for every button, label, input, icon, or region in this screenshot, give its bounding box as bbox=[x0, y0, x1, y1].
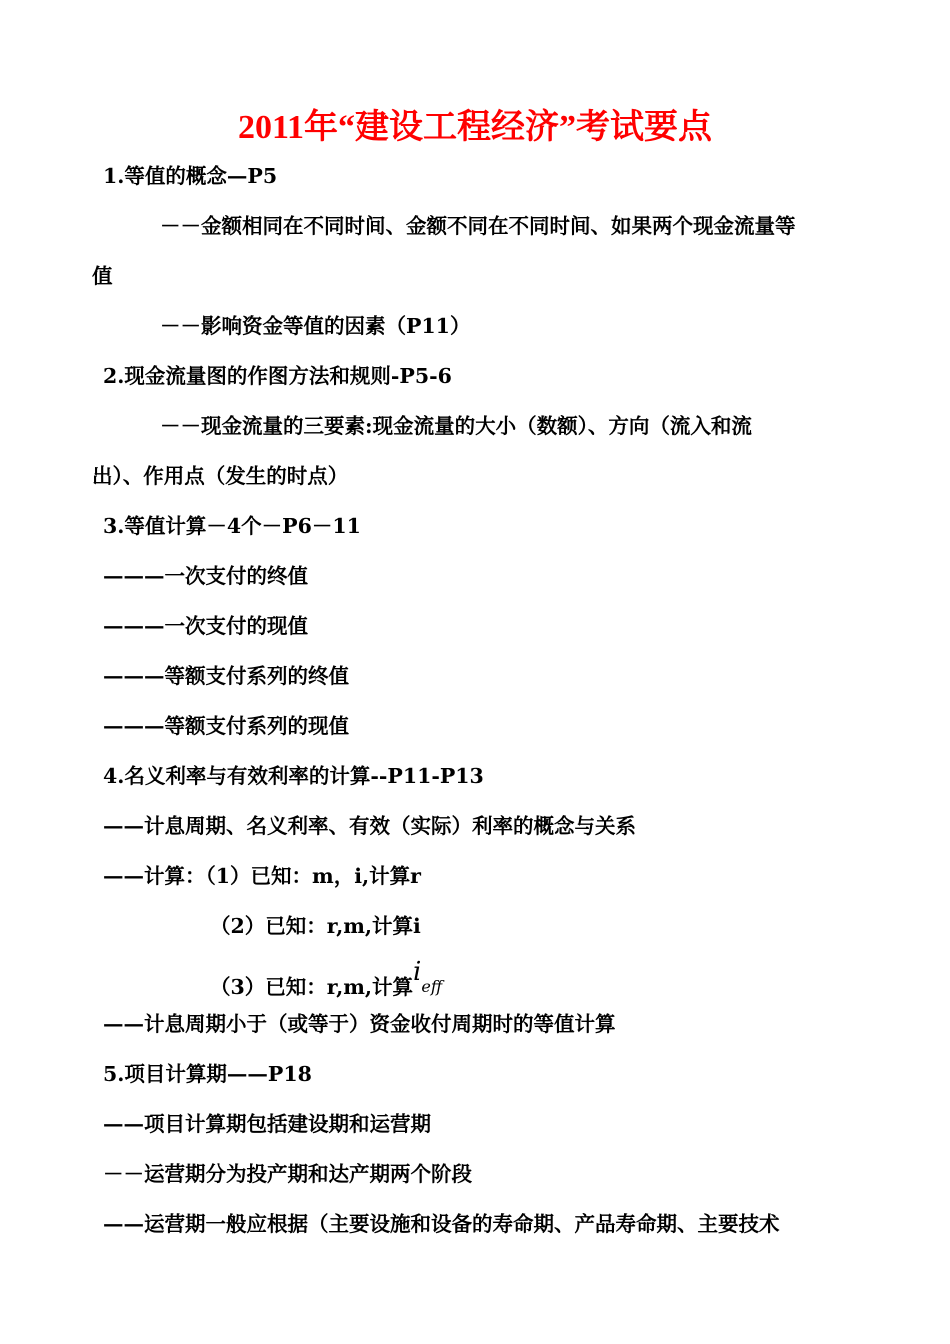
formula-subscript: eff bbox=[421, 977, 443, 996]
section-1-item-cont: 值 bbox=[92, 264, 113, 288]
formula-text: （3）已知：r,m,计算 bbox=[210, 975, 414, 999]
section-4-item: ——计息周期、名义利率、有效（实际）利率的概念与关系 bbox=[103, 814, 636, 838]
section-4-heading: 4.名义利率与有效利率的计算--P11-P13 bbox=[103, 764, 484, 788]
section-5-item: ——项目计算期包括建设期和运营期 bbox=[103, 1112, 431, 1136]
section-4-item: ——计息周期小于（或等于）资金收付周期时的等值计算 bbox=[103, 1012, 616, 1036]
section-3-item: ———等额支付系列的终值 bbox=[103, 664, 349, 688]
section-1-item: －－金额相同在不同时间、金额不同在不同时间、如果两个现金流量等 bbox=[160, 214, 796, 238]
section-3-item: ———等额支付系列的现值 bbox=[103, 714, 349, 738]
section-2-heading: 2.现金流量图的作图方法和规则-P5-6 bbox=[103, 364, 452, 388]
section-5-item: －－运营期分为投产期和达产期两个阶段 bbox=[103, 1162, 472, 1186]
section-2-item: －－现金流量的三要素:现金流量的大小（数额）、方向（流入和流 bbox=[160, 414, 752, 438]
section-3-item: ———一次支付的现值 bbox=[103, 614, 308, 638]
section-4-item: ——计算：（1）已知：m，i,计算r bbox=[103, 864, 421, 888]
section-5-item: ——运营期一般应根据（主要设施和设备的寿命期、产品寿命期、主要技术 bbox=[103, 1212, 780, 1236]
section-3-item: ———一次支付的终值 bbox=[103, 564, 308, 588]
section-5-heading: 5.项目计算期——P18 bbox=[103, 1062, 312, 1086]
document-title: 2011年“建设工程经济”考试要点 bbox=[237, 109, 713, 146]
section-1-heading: 1.等值的概念—P5 bbox=[103, 164, 278, 188]
section-3-heading: 3.等值计算－4个－P6－11 bbox=[103, 514, 361, 538]
section-4-subitem: （2）已知：r,m,计算i bbox=[210, 914, 421, 938]
section-1-item: －－影响资金等值的因素（P11） bbox=[160, 314, 471, 338]
formula-symbol: i bbox=[413, 957, 422, 987]
section-4-subitem-formula bbox=[210, 957, 443, 1004]
section-2-item-cont: 出）、作用点（发生的时点） bbox=[92, 464, 349, 488]
